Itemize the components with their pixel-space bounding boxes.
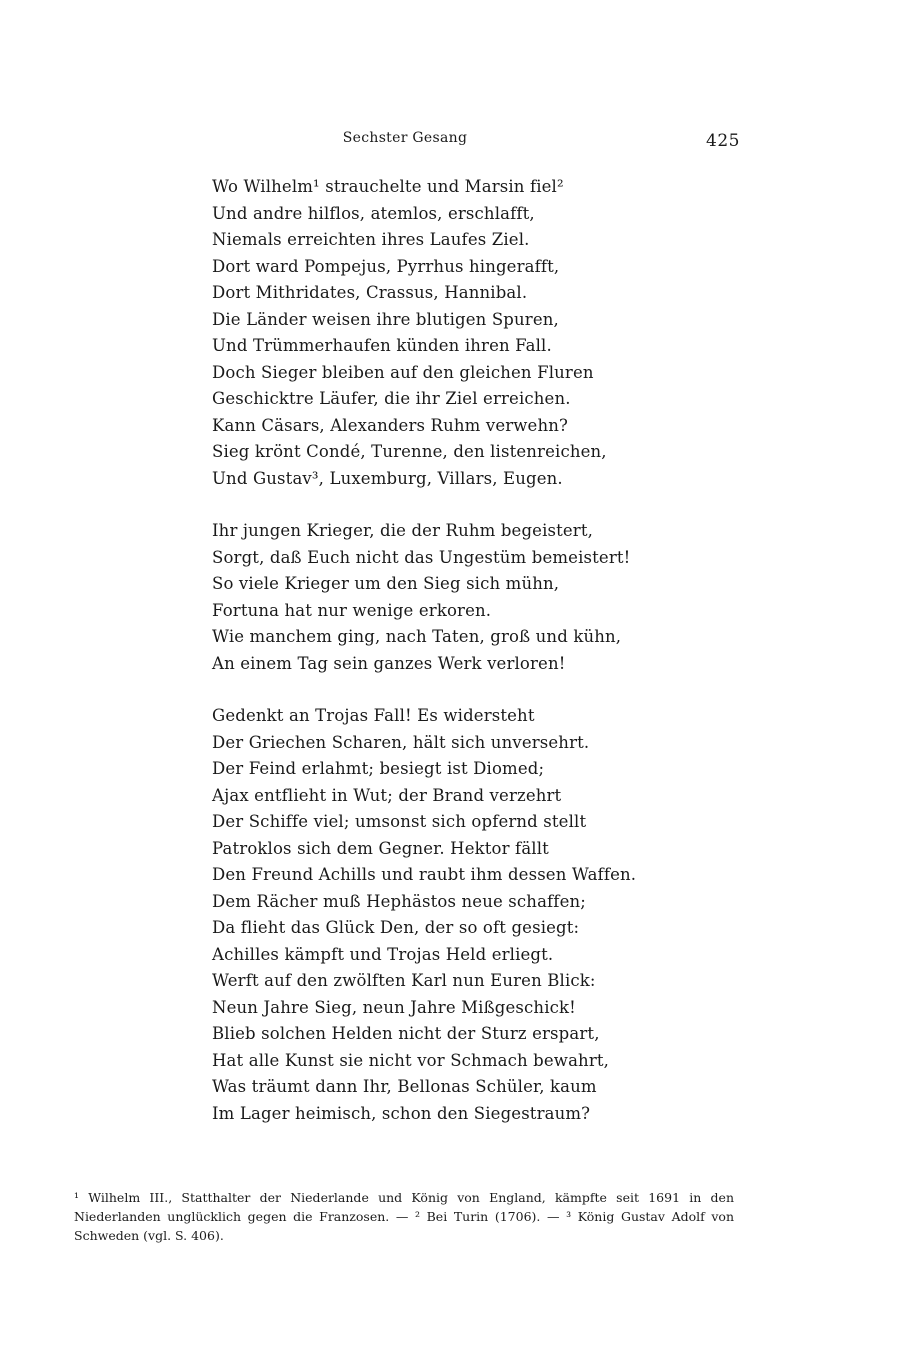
verse-line: Kann Cäsars, Alexanders Ruhm verwehn?	[212, 415, 569, 435]
verse-line: Hat alle Kunst sie nicht vor Schmach bewahrt,	[212, 1050, 610, 1070]
verse-line: Neun Jahre Sieg, neun Jahre Mißgeschick!	[212, 997, 576, 1017]
verse-line: Ajax entflieht in Wut; der Brand verzehrt	[212, 785, 562, 805]
verse-line: Was träumt dann Ihr, Bellonas Schüler, kaum	[212, 1077, 597, 1096]
stanza-1	[212, 174, 692, 492]
page-number: 425	[706, 131, 740, 151]
verse-line: Geschicktre Läufer, die ihr Ziel erreichen.	[212, 389, 571, 408]
footnote-text: ¹ Wilhelm III., Statthalter der Niederlande und König von England, kämpfte seit 1691 in den Niederlanden unglücklich gegen die Franzosen. — ² Bei Turin (1706). — ³ König Gustav Adolf von Schweden (vgl. S. 406).	[74, 1190, 734, 1243]
verse-line: Da flieht das Glück Den, der so oft gesiegt:	[212, 918, 580, 937]
verse-line: Blieb solchen Helden nicht der Sturz erspart,	[212, 1024, 600, 1043]
verse-line: Und andre hilflos, atemlos, erschlafft,	[212, 203, 535, 223]
verse-line: Achilles kämpft und Trojas Held erliegt.	[212, 944, 554, 964]
verse-line: Dem Rächer muß Hephästos neue schaffen;	[212, 891, 586, 911]
verse-line: Ihr jungen Krieger, die der Ruhm begeistert,	[212, 521, 594, 540]
verse-line: Dort ward Pompejus, Pyrrhus hingerafft,	[212, 256, 560, 276]
stanza-2	[212, 518, 692, 677]
verse-line: Fortuna hat nur wenige erkoren.	[212, 600, 492, 620]
verse-line: Sieg krönt Condé, Turenne, den listenreichen,	[212, 442, 607, 461]
verse-line: Und Trümmerhaufen künden ihren Fall.	[212, 336, 552, 355]
verse-line: Im Lager heimisch, schon den Siegestraum?	[212, 1103, 591, 1123]
verse-line: Den Freund Achills und raubt ihm dessen Waffen.	[212, 865, 637, 884]
running-head: Sechster Gesang	[342, 130, 468, 146]
verse-line: Dort Mithridates, Crassus, Hannibal.	[212, 283, 528, 302]
verse-line: Die Länder weisen ihre blutigen Spuren,	[212, 309, 559, 329]
verse-line: Der Feind erlahmt; besiegt ist Diomed;	[212, 759, 545, 778]
verse-line: Niemals erreichten ihres Laufes Ziel.	[212, 230, 530, 249]
verse-line: Werft auf den zwölften Karl nun Euren Blick:	[212, 971, 596, 990]
verse-line: Der Griechen Scharen, hält sich unversehrt.	[212, 732, 590, 752]
verse-line: An einem Tag sein ganzes Werk verloren!	[212, 653, 566, 673]
verse-line: Doch Sieger bleiben auf den gleichen Fluren	[212, 362, 594, 382]
verse-line: So viele Krieger um den Sieg sich mühn,	[212, 574, 560, 593]
verse-line: Patroklos sich dem Gegner. Hektor fällt	[212, 838, 549, 858]
verse-line: Sorgt, daß Euch nicht das Ungestüm bemeistert!	[212, 547, 631, 567]
verse-line: Und Gustav³, Luxemburg, Villars, Eugen.	[212, 468, 563, 488]
verse-line: Gedenkt an Trojas Fall! Es widersteht	[212, 706, 535, 725]
verse-line: Der Schiffe viel; umsonst sich opfernd stellt	[212, 812, 587, 831]
stanza-3	[212, 703, 692, 1127]
verse-line: Wie manchem ging, nach Taten, groß und kühn,	[212, 627, 622, 646]
verse-line: Wo Wilhelm¹ strauchelte und Marsin fiel²	[212, 177, 564, 196]
poem	[212, 174, 692, 1127]
footnotes	[74, 1188, 734, 1245]
